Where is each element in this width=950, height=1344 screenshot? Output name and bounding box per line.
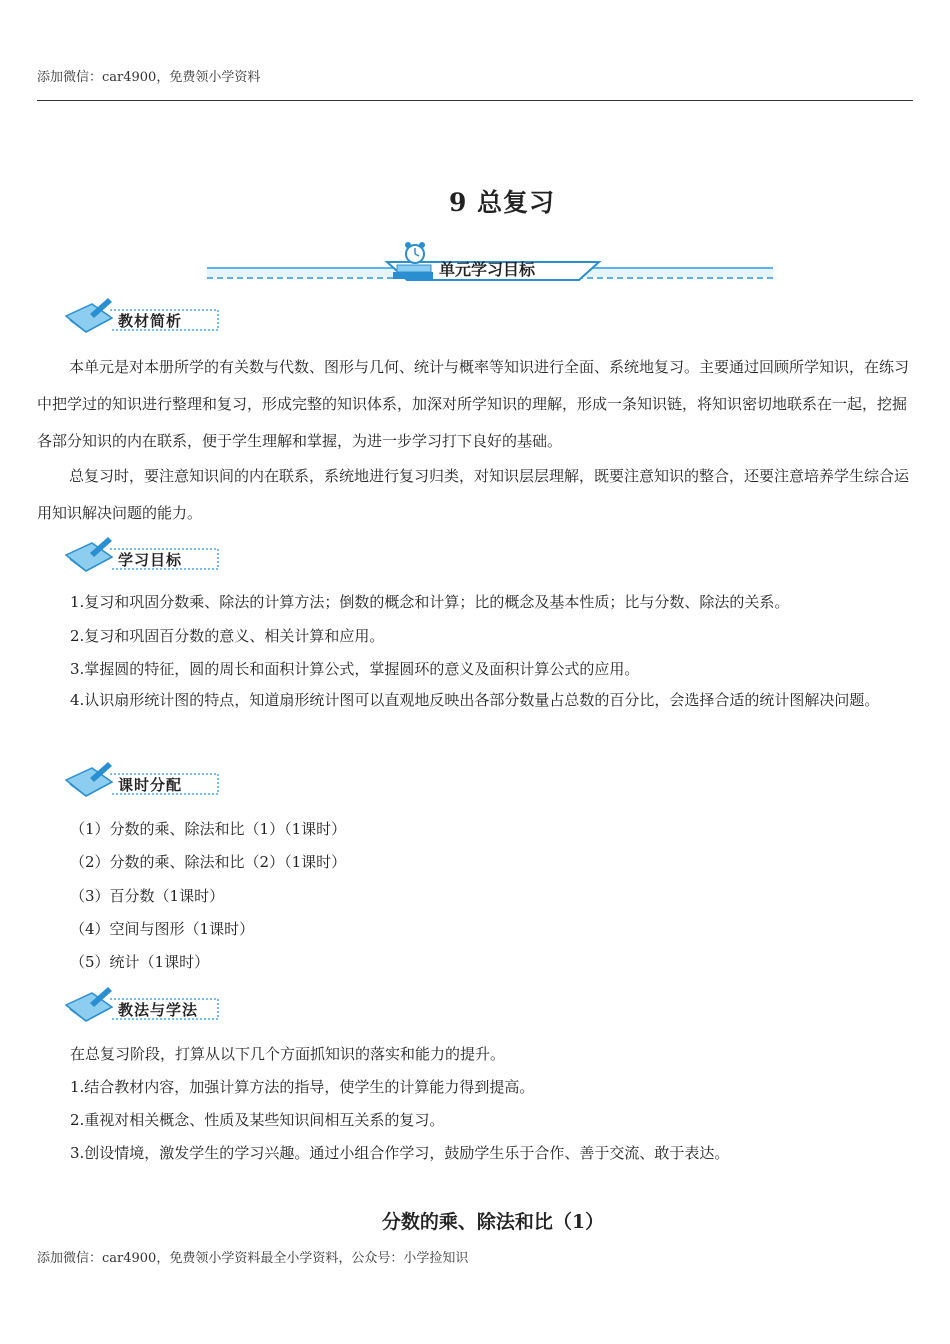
goal-item-1: 1.复习和巩固分数乘、除法的计算方法；倒数的概念和计算；比的概念及基本性质；比与分数、除法的关系。 xyxy=(70,593,790,611)
textbook-paragraph-1: 本单元是对本册所学的有关数与代数、图形与几何、统计与概率等知识进行全面、系统地复习。主要通过回顾所学知识，在练习中把学过的知识进行整理和复习，形成完整的知识体系，加深对所学知识的理解，形成一条知识链，将知识密切地联系在一起，挖掘各部分知识的内在联系，便于学生理解和掌握，为进一步学习打下良好的基础。 xyxy=(37,358,910,450)
schedule-item-1: （1）分数的乘、除法和比（1）（1课时） xyxy=(70,820,347,838)
goal-item-4: 4.认识扇形统计图的特点，知道扇形统计图可以直观地反映出各部分数量占总数的百分比，会选择合适的统计图解决问题。 xyxy=(70,691,880,709)
badge-label: 课时分配 xyxy=(118,776,183,794)
goal-item-2: 2.复习和巩固百分数的意义、相关计算和应用。 xyxy=(70,627,385,645)
banner-graphic xyxy=(207,238,773,290)
methods-intro: 在总复习阶段，打算从以下几个方面抓知识的落实和能力的提升。 xyxy=(70,1045,506,1063)
footer-note: 添加微信：car4900，免费领小学资料最全小学资料，公众号：小学捡知识 xyxy=(37,1251,469,1266)
methods-item-1: 1.结合教材内容，加强计算方法的指导，使学生的计算能力得到提高。 xyxy=(70,1078,535,1096)
lesson-title: 分数的乘、除法和比（1） xyxy=(381,1211,605,1233)
header-divider xyxy=(37,100,913,101)
badge-label: 学习目标 xyxy=(118,551,183,569)
section-badge-methods xyxy=(62,985,222,1027)
unit-goals-banner xyxy=(207,238,773,290)
goal-item-3: 3.掌握圆的特征，圆的周长和面积计算公式，掌握圆环的意义及面积计算公式的应用。 xyxy=(70,660,640,678)
schedule-item-4: （4）空间与图形（1课时） xyxy=(70,920,255,938)
books-clock-icon xyxy=(393,242,433,279)
header-note: 添加微信：car4900，免费领小学资料 xyxy=(37,70,261,85)
textbook-paragraph-2: 总复习时，要注意知识间的内在联系，系统地进行复习归类，对知识层层理解，既要注意知识的整合，还要注意培养学生综合运用知识解决问题的能力。 xyxy=(37,467,910,522)
badge-label: 教材简析 xyxy=(118,312,183,330)
badge-label: 教法与学法 xyxy=(118,1001,199,1019)
methods-item-3: 3.创设情境，激发学生的学习兴趣。通过小组合作学习，鼓励学生乐于合作、善于交流、敢于表达。 xyxy=(70,1144,730,1162)
schedule-item-5: （5）统计（1课时） xyxy=(70,953,210,971)
banner-label: 单元学习目标 xyxy=(439,260,536,279)
methods-item-2: 2.重视对相关概念、性质及某些知识间相互关系的复习。 xyxy=(70,1111,445,1129)
schedule-item-2: （2）分数的乘、除法和比（2）（1课时） xyxy=(70,853,347,871)
page-title: 9 总复习 xyxy=(448,188,556,217)
section-badge-schedule xyxy=(62,760,222,802)
schedule-item-3: （3）百分数（1课时） xyxy=(70,887,225,905)
section-badge-goals xyxy=(62,535,222,577)
section-badge-textbook xyxy=(62,296,222,338)
